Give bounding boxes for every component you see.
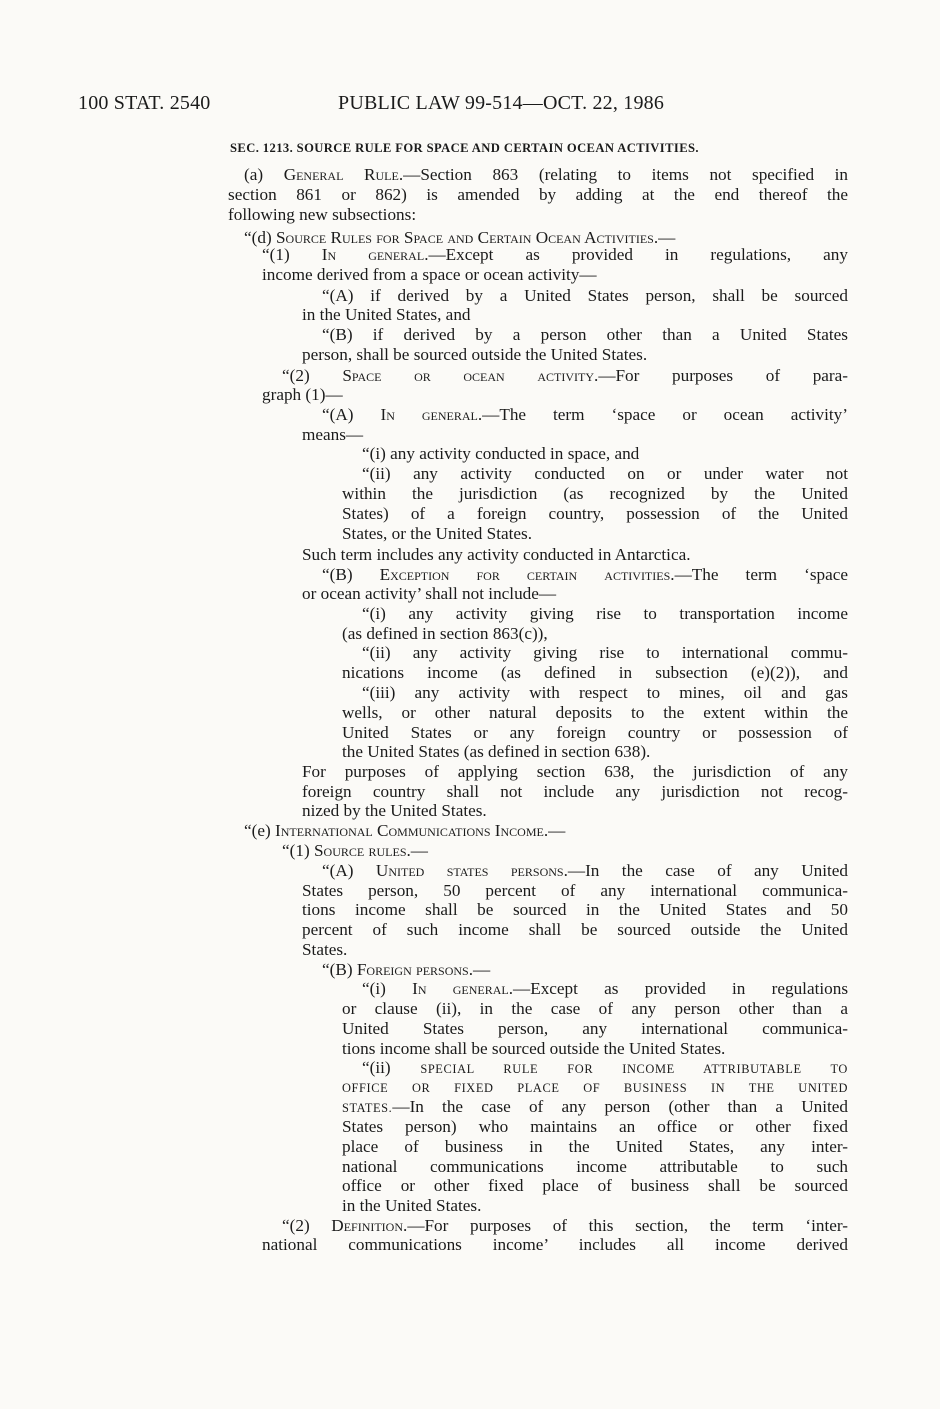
text-line: States, or the United States. (342, 524, 532, 543)
text-line: following new subsections: (228, 205, 417, 224)
text-line: or ocean activity’ shall not include— (302, 584, 557, 603)
text-line: graph (1)— (262, 385, 343, 404)
statute-page-number: 100 STAT. 2540 (78, 92, 211, 114)
text-line: United States or any foreign country or possession of (342, 723, 848, 742)
text-line: “(2) Definition.—For purposes of this section, the term ‘inter- (282, 1216, 848, 1235)
text-line: “(i) any activity giving rise to transportation income (362, 604, 848, 623)
text-line: “(iii) any activity with respect to mines, oil and gas (362, 683, 848, 702)
text-line: States. (302, 940, 348, 959)
text-line: person, shall be sourced outside the United States. (302, 345, 648, 364)
text-line: States) of a foreign country, possession of the United (342, 504, 848, 523)
text-line: the United States (as defined in section 638). (342, 742, 651, 761)
text-line: or clause (ii), in the case of any person other than a (342, 999, 848, 1018)
text-line: tions income shall be sourced outside the United States. (342, 1039, 726, 1058)
text-line: nications income (as defined in subsection (e)(2)), and (342, 663, 848, 682)
text-line: (a) General Rule.—Section 863 (relating to items not specified in (244, 165, 849, 184)
text-line: in the United States, and (302, 305, 471, 324)
text-line: “(ii) any activity giving rise to international commu- (362, 643, 848, 662)
text-line: “(B) Exception for certain activities.—The term ‘space (322, 565, 848, 584)
text-line: “(i) any activity conducted in space, and (362, 444, 640, 463)
text-line: section 861 or 862) is amended by adding at the end thereof the (228, 185, 848, 204)
text-line: national communications income attributable to such (342, 1157, 848, 1176)
text-line: nized by the United States. (302, 801, 487, 820)
subsection-heading: “(d) Source Rules for Space and Certain Ocean Activities.— (244, 228, 676, 247)
subsection-heading: “(e) International Communications Income.— (244, 821, 566, 840)
text-line: “(1) In general.—Except as provided in regulations, any (262, 245, 848, 264)
running-head: PUBLIC LAW 99-514—OCT. 22, 1986 (338, 92, 665, 114)
text-line: “(B) if derived by a person other than a United States (322, 325, 848, 344)
text-line: percent of such income shall be sourced outside the United (302, 920, 848, 939)
paragraph-heading: “(1) Source rules.— (282, 841, 428, 860)
subparagraph-heading: “(B) Foreign persons.— (322, 960, 491, 979)
text-line: “(ii) SPECIAL RULE FOR INCOME ATTRIBUTABLE TO (362, 1058, 848, 1077)
text-line: within the jurisdiction (as recognized by the United (342, 484, 848, 503)
text-line: national communications income’ includes all income derived (262, 1235, 848, 1254)
text-line: (as defined in section 863(c)), (342, 624, 548, 643)
text-line: “(i) In general.—Except as provided in regulations (362, 979, 849, 998)
text-line: wells, or other natural deposits to the extent within the (342, 703, 848, 722)
text-line: “(2) Space or ocean activity.—For purposes of para- (282, 366, 848, 385)
text-line: income derived from a space or ocean activity— (262, 265, 597, 284)
text-line: STATES.—In the case of any person (other than a United (342, 1097, 848, 1116)
text-line: foreign country shall not include any jurisdiction not recog- (302, 782, 848, 801)
text-line: in the United States. (342, 1196, 482, 1215)
text-line: “(A) In general.—The term ‘space or ocean activity’ (322, 405, 848, 424)
text-line: tions income shall be sourced in the United States and 50 (302, 900, 848, 919)
text-line: “(A) United states persons.—In the case of any United (322, 861, 848, 880)
text-line: “(A) if derived by a United States person, shall be sourced (322, 286, 848, 305)
text-line: Such term includes any activity conducted in Antarctica. (302, 545, 691, 564)
text-line: States person) who maintains an office or other fixed (342, 1117, 848, 1136)
text-line: United States person, any international communica- (342, 1019, 848, 1038)
text-line: office or other fixed place of business shall be sourced (342, 1176, 848, 1195)
section-heading: SEC. 1213. SOURCE RULE FOR SPACE AND CERTAIN OCEAN ACTIVITIES. (230, 141, 699, 155)
text-line: “(ii) any activity conducted on or under water not (362, 464, 848, 483)
text-line: place of business in the United States, any inter- (342, 1137, 848, 1156)
text-line: States person, 50 percent of any international communica- (302, 881, 848, 900)
text-line: For purposes of applying section 638, the jurisdiction of any (302, 762, 848, 781)
text-line: means— (302, 425, 364, 444)
text-line: OFFICE OR FIXED PLACE OF BUSINESS IN THE UNITED (342, 1081, 848, 1095)
